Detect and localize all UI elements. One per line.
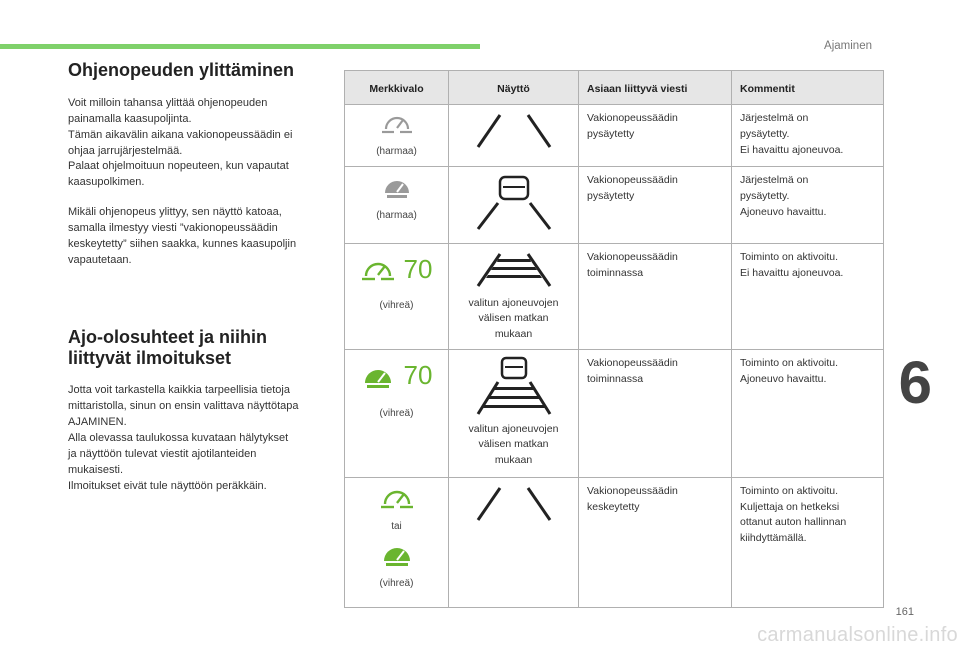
cruise-control-vehicle-green-icon	[361, 362, 395, 390]
table-header-row	[345, 71, 884, 105]
cruise-control-vehicle-gray-icon	[381, 173, 413, 199]
lane-lines-icon	[464, 111, 564, 151]
indicator-or: tai	[391, 520, 402, 532]
set-speed: 70	[403, 253, 433, 284]
comment-cell: Toiminto on aktivoitu. Kuljettaja on hetkeksi ottanut auton hallinnan kiihdyttämällä.	[732, 477, 884, 607]
alerts-table	[344, 70, 884, 608]
column-header: Kommentit	[732, 71, 884, 105]
indicator-caption: (vihreä)	[379, 407, 414, 419]
message-cell: Vakionopeussäädin toiminnassa	[579, 349, 732, 477]
set-speed: 70	[403, 359, 433, 390]
indicator-cell	[345, 167, 449, 244]
table-row	[345, 243, 884, 349]
comment-cell: Järjestelmä on pysäytetty. Ajoneuvo havaittu.	[732, 167, 884, 244]
comment-cell: Järjestelmä on pysäytetty. Ei havaittu ajoneuvoa.	[732, 105, 884, 167]
indicator-caption: (vihreä)	[379, 578, 414, 590]
vehicle-distance-bars-icon	[464, 356, 564, 416]
column-header: Näyttö	[449, 71, 579, 105]
section-name: Ajaminen	[824, 40, 872, 52]
chapter-number: 6	[898, 349, 932, 416]
cruise-control-green-icon	[361, 256, 395, 282]
cruise-control-green-icon	[380, 484, 414, 510]
watermark: carmanualsonline.info	[757, 624, 958, 646]
lane-vehicle-icon	[464, 173, 564, 231]
indicator-cell	[345, 349, 449, 477]
conditions-paragraph: Jotta voit tarkastella kaikkia tarpeellisia tietoja mittaristolla, sinun on ensin valittava näyttötapa AJAMINEN. Alla olevassa taulukossa kuvataan hälytykset ja näyttöön tulevat viestit ajotilanteiden mukaisesti. Ilmoitukset eivät tule näyttöön peräkkäin.	[68, 384, 299, 493]
indicator-group	[353, 253, 440, 288]
table-row	[345, 349, 884, 477]
indicator-cell	[345, 105, 449, 167]
table-row	[345, 477, 884, 607]
accent-bar	[0, 44, 480, 49]
display-cell: valitun ajoneuvojen välisen matkan mukaan	[449, 349, 579, 477]
overspeed-paragraph-2: Mikäli ohjenopeus ylittyy, sen näyttö katoaa, samalla ilmestyy viesti ”vakionopeussäädin keskeytetty” siihen saakka, kunnes kaasupoljin vapautetaan.	[68, 206, 297, 267]
indicator-caption: (harmaa)	[376, 145, 417, 157]
indicator-cell	[345, 477, 449, 607]
message-cell: Vakionopeussäädin toiminnassa	[579, 243, 732, 349]
cruise-control-vehicle-green-icon	[380, 540, 414, 568]
column-header: Merkkivalo	[345, 71, 449, 105]
overspeed-paragraph-1: Voit milloin tahansa ylittää ohjenopeuden painamalla kaasupoljinta. Tämän aikavälin aikana vakionopeussäädin ei ohjaa jarrujärjestelmää. Palaat ohjelmoituun nopeuteen, kun vapautat kaasupolkimen.	[68, 96, 293, 189]
comment-cell: Toiminto on aktivoitu. Ajoneuvo havaittu.	[732, 349, 884, 477]
indicator-cell	[345, 243, 449, 349]
display-cell	[449, 477, 579, 607]
display-cell	[449, 105, 579, 167]
display-cell	[449, 167, 579, 244]
left-column	[68, 60, 330, 509]
message-cell: Vakionopeussäädin pysäytetty	[579, 167, 732, 244]
table-row	[345, 167, 884, 244]
indicator-caption: (vihreä)	[379, 299, 414, 311]
page-number: 161	[895, 606, 914, 618]
comment-cell: Toiminto on aktivoitu. Ei havaittu ajoneuvoa.	[732, 243, 884, 349]
table-row	[345, 105, 884, 167]
message-cell: Vakionopeussäädin pysäytetty	[579, 105, 732, 167]
section-title-overspeed: Ohjenopeuden ylittäminen	[68, 60, 295, 80]
cruise-control-gray-icon	[381, 111, 413, 135]
section-title-conditions: Ajo-olosuhteet ja niihin liittyvät ilmoitukset	[68, 327, 267, 368]
display-cell: valitun ajoneuvojen välisen matkan mukaan	[449, 243, 579, 349]
indicator-group	[353, 359, 440, 396]
lane-lines-icon	[464, 484, 564, 524]
distance-bars-icon	[464, 250, 564, 290]
indicator-caption: (harmaa)	[376, 209, 417, 221]
message-cell: Vakionopeussäädin keskeytetty	[579, 477, 732, 607]
column-header: Asiaan liittyvä viesti	[579, 71, 732, 105]
